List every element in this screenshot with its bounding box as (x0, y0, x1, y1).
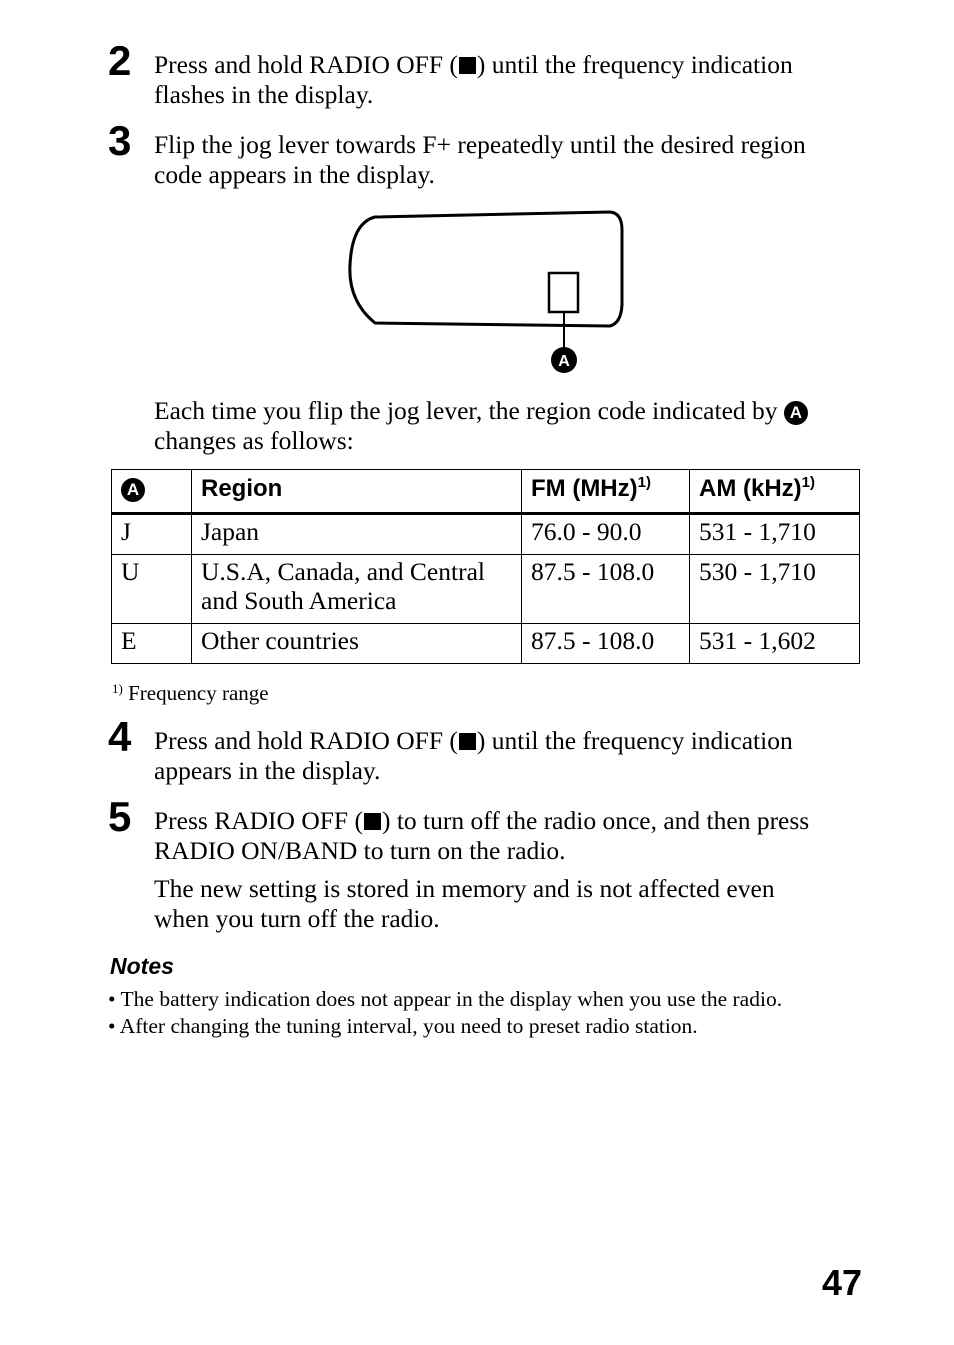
step-4-line-1 (154, 726, 874, 756)
page-number: 47 (822, 1262, 863, 1303)
step-5-text-pre: Press RADIO OFF ( (154, 806, 363, 835)
marker-a-icon: A (784, 401, 808, 425)
cell-am: 530 - 1,710 (690, 555, 860, 624)
step-2-line-2: flashes in the display. (154, 80, 374, 109)
step-4-line-2: appears in the display. (154, 756, 381, 785)
table-row (112, 555, 860, 624)
header-fm (522, 470, 690, 514)
list-item (108, 986, 888, 1013)
header-fm-label: FM (MHz) (531, 475, 638, 502)
step-4-text-post: ) until the frequency indication (476, 726, 793, 755)
step-5-text (154, 806, 874, 934)
step-5-note-line-2: when you turn off the radio. (154, 904, 440, 933)
region-code-intro (154, 396, 874, 456)
display-illustration (340, 205, 640, 380)
step-3-text (154, 130, 874, 190)
step-5-line-2: RADIO ON/BAND to turn on the radio. (154, 836, 566, 865)
footnote-text: Frequency range (128, 681, 269, 705)
cell-region-line-1: U.S.A, Canada, and Central (201, 557, 485, 586)
step-3-line-2: code appears in the display. (154, 160, 435, 189)
note-text: The battery indication does not appear in the display when you use the radio. (120, 987, 783, 1011)
intro-text: Each time you flip the jog lever, the region code indicated by (154, 396, 778, 425)
cell-am: 531 - 1,710 (690, 514, 860, 555)
step-3-number: 3 (108, 117, 132, 164)
step-3-line-1: Flip the jog lever towards F+ repeatedly until the desired region (154, 130, 806, 159)
table-footnote (112, 679, 269, 707)
marker-a-icon: A (121, 478, 145, 502)
cell-code: E (112, 624, 192, 664)
footnote-ref: 1) (801, 474, 815, 491)
step-5-note-line-1: The new setting is stored in memory and is not affected even (154, 874, 775, 903)
stop-icon (459, 733, 476, 750)
step-5-text-post: ) to turn off the radio once, and then press (381, 806, 810, 835)
region-table (111, 469, 860, 664)
header-am (690, 470, 860, 514)
step-5-number: 5 (108, 793, 132, 840)
table-row (112, 624, 860, 664)
step-2-text (154, 50, 874, 110)
step-2-number: 2 (108, 37, 132, 84)
bullet-icon: • (108, 987, 116, 1011)
cell-region-line-1: Other countries (201, 626, 359, 655)
header-region: Region (192, 470, 522, 514)
bullet-icon: • (108, 1014, 116, 1038)
cell-am: 531 - 1,602 (690, 624, 860, 664)
table-header-row (112, 470, 860, 514)
step-2-line-1 (154, 50, 874, 80)
display-outline (350, 212, 622, 326)
header-code (112, 470, 192, 514)
note-text: After changing the tuning interval, you need to preset radio station. (119, 1014, 698, 1038)
callout-a-label: A (558, 353, 570, 370)
list-item (108, 1013, 888, 1040)
step-2-text-post: ) until the frequency indication (476, 50, 793, 79)
table-row (112, 514, 860, 555)
cell-region-line-2: and South America (201, 586, 397, 615)
intro-line-2: changes as follows: (154, 426, 354, 455)
cell-fm: 87.5 - 108.0 (522, 624, 690, 664)
cell-region (192, 555, 522, 624)
footnote-mark: 1) (112, 681, 123, 696)
notes-list (108, 986, 888, 1040)
step-4-number: 4 (108, 713, 132, 760)
header-am-label: AM (kHz) (699, 475, 802, 502)
step-4-text-pre: Press and hold RADIO OFF ( (154, 726, 458, 755)
cell-region (192, 624, 522, 664)
intro-line-1 (154, 396, 874, 426)
step-4-text (154, 726, 874, 786)
cell-region (192, 514, 522, 555)
cell-code: J (112, 514, 192, 555)
cell-code: U (112, 555, 192, 624)
step-5-line-1 (154, 806, 874, 836)
stop-icon (364, 813, 381, 830)
cell-fm: 87.5 - 108.0 (522, 555, 690, 624)
step-2-text-pre: Press and hold RADIO OFF ( (154, 50, 458, 79)
region-code-segment (549, 273, 578, 312)
cell-region-line-1: Japan (201, 517, 260, 546)
footnote-ref: 1) (637, 474, 651, 491)
cell-fm: 76.0 - 90.0 (522, 514, 690, 555)
notes-heading: Notes (110, 953, 174, 979)
stop-icon (459, 57, 476, 74)
